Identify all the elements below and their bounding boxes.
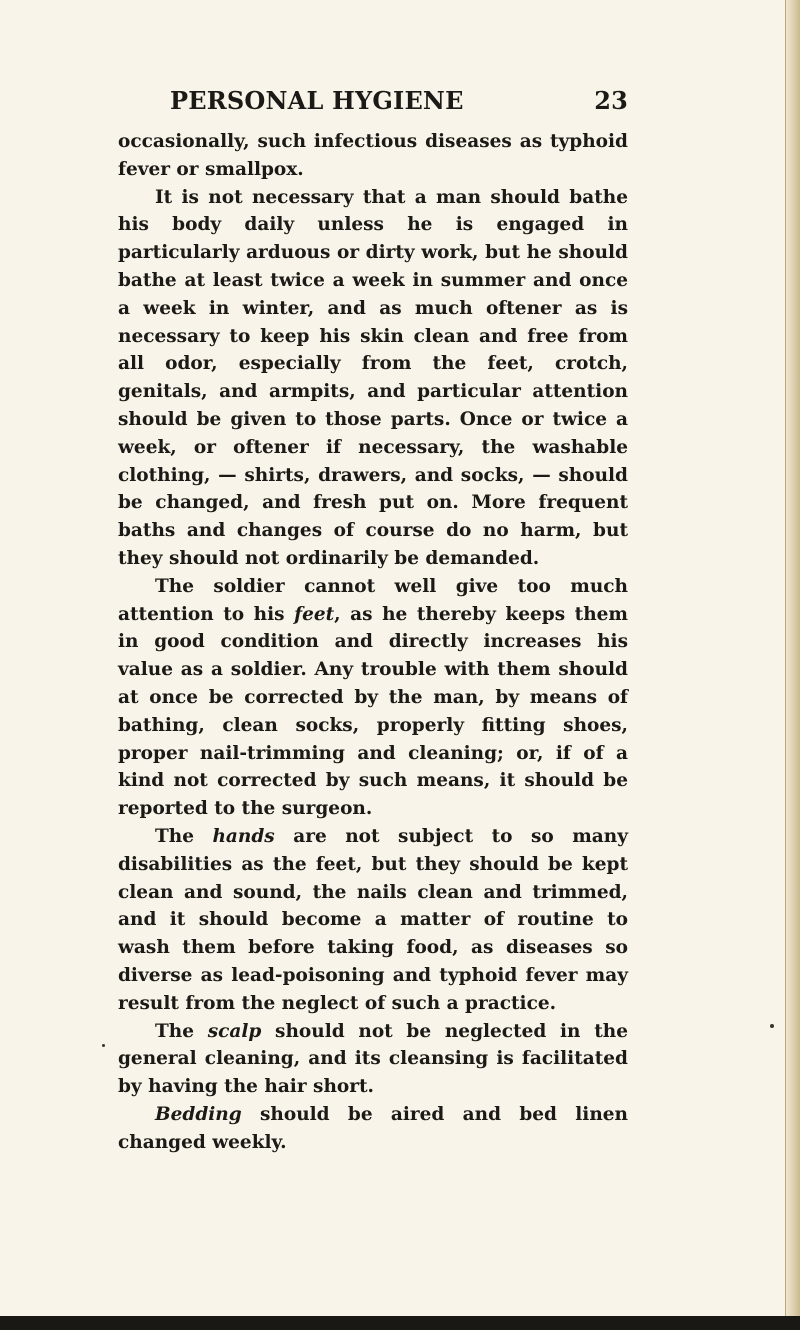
paper-speck	[102, 1044, 105, 1047]
paragraph	[118, 128, 628, 184]
page-number: 23	[594, 86, 628, 115]
text-run: The	[155, 1020, 208, 1042]
running-title: PERSONAL HYGIENE	[170, 86, 464, 115]
text-run: should be aired and bed linen changed weekly.	[118, 1103, 628, 1153]
emphasis-scalp: scalp	[207, 1020, 262, 1042]
text-run: The	[155, 825, 213, 847]
paper-speck	[770, 1024, 774, 1028]
text-run: It is not necessary that a man should bathe his body daily unless he is engaged in particularly arduous or dirty work, but he should bathe at least twice a week in summer and once a week in winter, and as much oftener as is necessary to keep his skin clean and free from all odor, especially from the feet, crotch, genitals, and armpits, and particular attention should be given to those parts. Once or twice a week, or oftener if necessary, the washable clothing, — shirts, drawers, and socks, — should be changed, and fresh put on. More frequent baths and changes of course do no harm, but they should not ordinarily be demanded.	[118, 186, 628, 569]
bottom-edge	[0, 1316, 800, 1330]
page-edge	[785, 0, 800, 1330]
body-text	[118, 128, 628, 1156]
paragraph	[118, 823, 628, 1018]
text-run: should not be neglected in the general cleaning, and its cleansing is facilitated by having the hair short.	[118, 1020, 628, 1098]
emphasis-hands: hands	[212, 825, 275, 847]
text-run: are not subject to so many disabilities as the feet, but they should be kept clean and sound, the nails clean and trimmed, and it should become a matter of routine to wash them before taking food, as diseases so diverse as lead-poisoning and typhoid fever may result from the neglect of such a practice.	[118, 825, 628, 1014]
paragraph	[118, 1018, 628, 1101]
paragraph	[118, 573, 628, 823]
paragraph	[118, 184, 628, 573]
running-header	[170, 86, 628, 116]
text-run: occasionally, such infectious diseases as typhoid fever or smallpox.	[118, 131, 628, 180]
text-run: , as he thereby keeps them in good condition and directly increases his value as a soldier. Any trouble with them should at once be corrected by the man, by means of bathing, clean socks, properly fitting shoes, proper nail-trimming and cleaning; or, if of a kind not corrected by such means, it should be reported to the surgeon.	[118, 603, 628, 820]
paragraph	[118, 1101, 628, 1157]
emphasis-bedding: Bedding	[155, 1103, 242, 1125]
text-run: The soldier cannot well give too much attention to his	[118, 575, 628, 625]
emphasis-feet: feet	[294, 603, 335, 625]
